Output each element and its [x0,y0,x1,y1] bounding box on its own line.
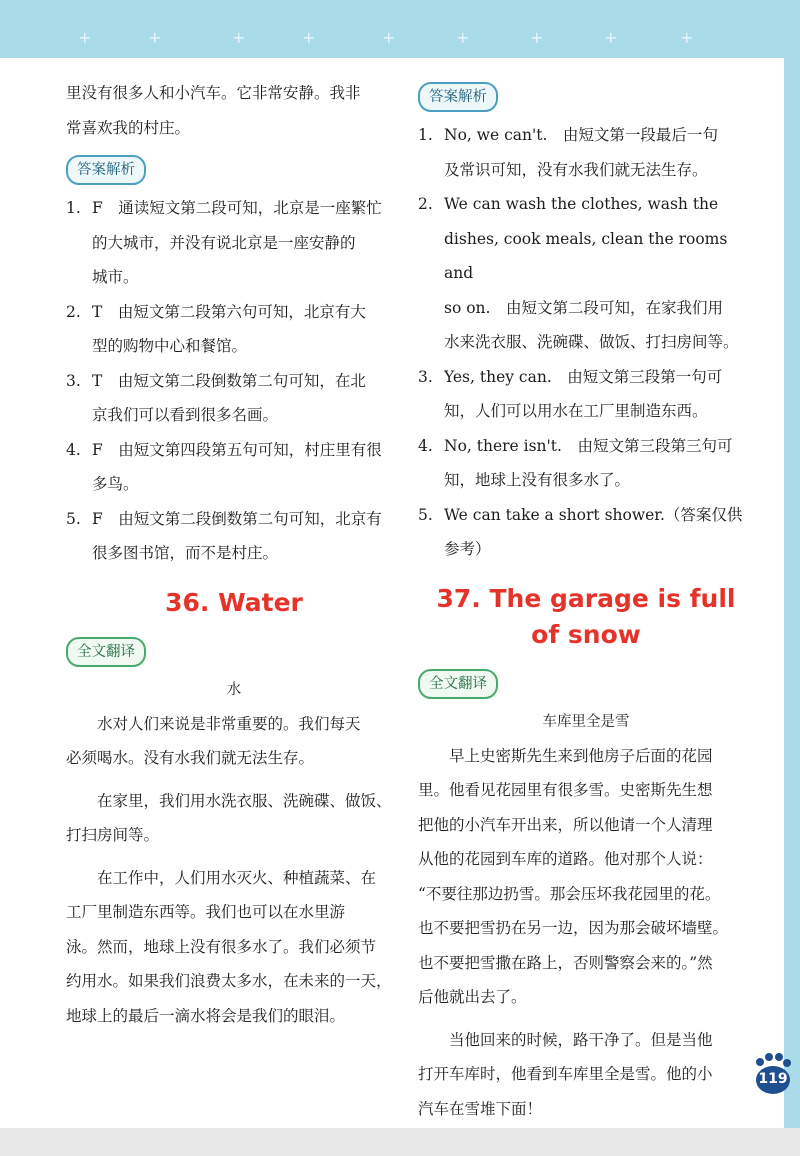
answer-line: No, there isn't. 由短文第三段第三句可 [444,436,733,455]
answer-list [66,191,402,571]
cross-decor-icon: + [530,28,544,47]
answer-line: so on. 由短文第二段可知，在家我们用 [444,298,723,317]
answer-number: 3. [418,367,433,386]
answer-analysis-tag: 答案解析 [418,82,498,112]
paragraph-line: 后他就出去了。 [418,988,527,1006]
answer-item [418,429,754,498]
paragraph-line: 把他的小汽车开出来，所以他请一个人清理 [418,815,713,834]
answer-line: We can wash the clothes, wash the [444,195,719,213]
answer-line: Yes, they can. 由短文第三段第一句可 [444,367,723,386]
answer-item [418,187,754,360]
paragraph-line: “不要往那边扔雪。那会压坏我花园里的花。 [418,884,721,903]
story-paragraph [418,1023,754,1127]
answer-analysis-tag: 答案解析 [66,155,146,185]
answer-number: 1. [418,126,433,144]
answer-item [66,502,402,571]
paragraph-line: 工厂里制造东西等。我们也可以在水里游 [66,903,346,921]
cross-decor-icon: + [680,28,694,47]
paragraph-line: 水对人们来说是非常重要的。我们每天 [97,714,361,733]
answer-item [418,118,754,187]
answer-number: 5. [66,509,81,528]
answer-list [418,118,754,567]
answer-line: 京我们可以看到很多名画。 [92,406,279,424]
answer-item [66,433,402,502]
answer-item [418,360,754,429]
answer-line: 水来洗衣服、洗碗碟、做饭、打扫房间等。 [444,333,739,351]
right-decor-band [784,0,800,1156]
answer-line: T 由短文第二段第六句可知，北京有大 [92,302,366,321]
bottom-margin [0,1128,800,1156]
cross-decor-icon: + [382,28,396,47]
answer-line: dishes, cook meals, clean the rooms and [444,229,728,282]
cross-decor-icon: + [148,28,162,47]
answer-number: 4. [66,440,81,459]
cross-decor-icon: + [232,28,246,47]
cross-decor-icon: + [302,28,316,47]
paragraph-line: 打扫房间等。 [66,826,160,844]
story-paragraph [66,707,402,776]
answer-line: 很多图书馆，而不是村庄。 [92,544,279,562]
cross-decor-icon: + [604,28,618,47]
paragraph-line: 也不要把雪撒在路上，否则警察会来的。”然 [418,953,713,972]
intro-line: 常喜欢我的村庄。 [66,118,191,137]
paragraph-line: 约用水。如果我们浪费太多水，在未来的一天， [66,972,392,990]
answer-number: 3. [66,371,81,390]
paragraph-line: 地球上的最后一滴水将会是我们的眼泪。 [66,1006,346,1025]
story-paragraph [66,784,402,853]
section-title-line: of snow [531,619,641,649]
answer-line: F 通读短文第二段可知，北京是一座繁忙 [92,199,382,217]
paragraph-line: 早上史密斯先生来到他房子后面的花园 [449,746,713,765]
story-title: 车库里全是雪 [542,713,630,730]
left-column [66,76,402,1033]
answer-item [418,498,754,567]
answer-item [66,364,402,433]
paragraph-line: 也不要把雪扔在另一边，因为那会破坏墙壁。 [418,919,729,937]
page-number-badge [752,1052,794,1096]
answer-number: 4. [418,436,433,455]
paragraph-line: 里。他看见花园里有很多雪。史密斯先生想 [418,781,713,799]
top-decor-band [0,0,800,58]
answer-line: 及常识可知，没有水我们就无法生存。 [444,160,708,179]
answer-line: 多鸟。 [92,475,139,493]
answer-line: T 由短文第二段倒数第二句可知，在北 [92,371,366,390]
answer-line: 参考） [444,540,491,558]
answer-line: 知，地球上没有很多水了。 [444,471,631,489]
answer-number: 1. [66,199,81,217]
answer-number: 2. [66,302,81,321]
answer-item [66,295,402,364]
paragraph-line: 必须喝水。没有水我们就无法生存。 [66,749,315,767]
answer-line: F 由短文第二段倒数第二句可知，北京有 [92,509,382,528]
full-translation-tag: 全文翻译 [66,637,146,667]
answer-line: We can take a short shower.（答案仅供 [444,505,743,524]
paragraph-line: 当他回来的时候，路干净了。但是当他 [449,1030,713,1049]
paragraph-line: 在家里，我们用水洗衣服、洗碗碟、做饭、 [97,791,392,810]
paragraph-line: 从他的花园到车库的道路。他对那个人说： [418,850,713,868]
section-title-line: 37. The garage is full [436,583,736,613]
story-title: 水 [226,681,242,698]
cross-decor-icon: + [78,28,92,47]
story-paragraph [418,739,754,1015]
paragraph-line: 在工作中，人们用水灭火、种植蔬菜、在 [97,868,377,887]
section-title [418,581,754,653]
cross-decor-icon: + [456,28,470,47]
intro-line: 里没有很多人和小汽车。它非常安静。我非 [66,84,361,102]
right-column [418,70,754,1126]
page-number: 119 [758,1071,788,1087]
answer-number: 5. [418,505,433,524]
answer-line: 型的购物中心和餐馆。 [92,337,248,355]
answer-line: 的大城市，并没有说北京是一座安静的 [92,233,356,252]
answer-line: No, we can't. 由短文第一段最后一句 [444,126,718,144]
answer-line: F 由短文第四段第五句可知，村庄里有很 [92,440,382,459]
answer-line: 城市。 [92,268,139,286]
answer-item [66,191,402,295]
answer-line: 知，人们可以用水在工厂里制造东西。 [444,402,708,420]
answer-number: 2. [418,195,433,213]
story-paragraph [66,861,402,1034]
paragraph-line: 打开车库时，他看到车库里全是雪。他的小 [418,1065,713,1083]
full-translation-tag: 全文翻译 [418,669,498,699]
paragraph-line: 汽车在雪堆下面！ [418,1099,543,1118]
paragraph-line: 泳。然而，地球上没有很多水了。我们必须节 [66,937,377,956]
section-title: 36. Water [165,587,303,617]
